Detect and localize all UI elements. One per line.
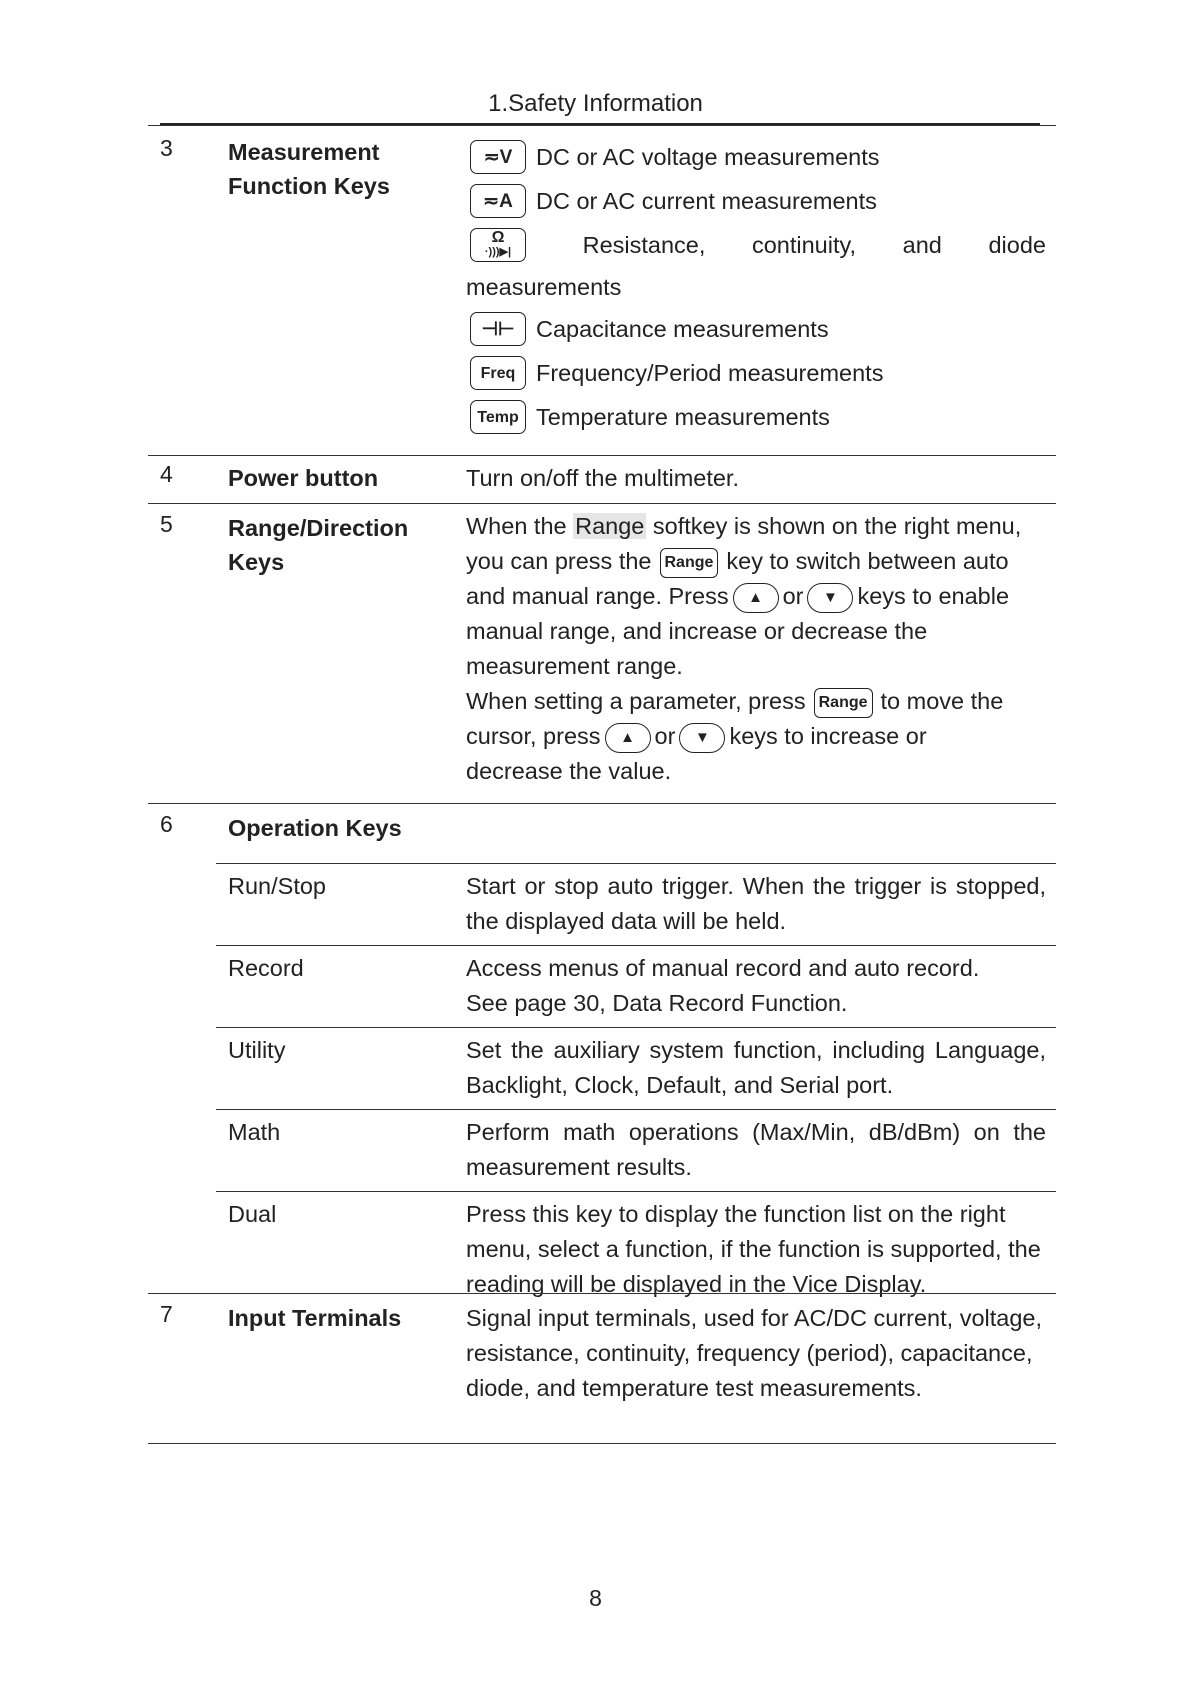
- key-item-current: [466, 179, 1046, 223]
- row-number: 3: [160, 135, 173, 161]
- table-bottom-rule: [148, 1443, 1056, 1444]
- desc-text: to move the: [880, 688, 1004, 714]
- key-description: Frequency/Period measurements: [536, 359, 884, 386]
- key-item-voltage: [466, 135, 1046, 179]
- operation-key-desc: Perform math operations (Max/Min, dB/dBm) on the measurement results.: [466, 1119, 1046, 1180]
- capacitance-key-icon: ⊣⊢: [470, 312, 526, 346]
- key-description: Capacitance measurements: [536, 315, 829, 342]
- desc-line: Access menus of manual record and auto record.: [466, 955, 980, 981]
- sub-divider: [216, 1027, 1056, 1028]
- desc-text: and manual range. Press: [466, 583, 729, 609]
- row-number: 5: [160, 511, 173, 537]
- row-description: Turn on/off the multimeter.: [466, 465, 739, 491]
- key-description: DC or AC voltage measurements: [536, 143, 880, 170]
- desc-line: [466, 579, 1046, 614]
- key-item-capacitance: [466, 307, 1046, 351]
- row-title-line: Keys: [228, 549, 285, 575]
- sub-divider: [216, 863, 1056, 864]
- down-arrow-key-icon: ▼: [807, 583, 853, 613]
- row-title: [228, 511, 408, 579]
- desc-text: or: [782, 583, 804, 609]
- row-range-direction-keys: [148, 503, 1056, 803]
- key-description-word: and: [902, 231, 942, 258]
- desc-text: key to switch between auto: [726, 548, 1009, 574]
- key-description: Temperature measurements: [536, 403, 830, 430]
- row-description: [466, 135, 1046, 439]
- key-description-word: diode: [988, 231, 1046, 258]
- row-description: [466, 509, 1046, 789]
- down-arrow-key-icon: ▼: [679, 723, 725, 753]
- key-description: DC or AC current measurements: [536, 187, 877, 214]
- operation-key-name: Run/Stop: [228, 873, 326, 899]
- desc-line: [466, 719, 1046, 754]
- up-arrow-key-icon: ▲: [733, 583, 779, 613]
- page-number: 8: [589, 1585, 602, 1611]
- desc-line: See page 30, Data Record Function.: [466, 990, 848, 1016]
- up-arrow-key-icon: ▲: [605, 723, 651, 753]
- desc-text: softkey is shown on the right menu,: [646, 513, 1022, 539]
- desc-line: manual range, and increase or decrease the: [466, 618, 928, 644]
- range-softkey-highlight: Range: [575, 513, 645, 539]
- desc-text: keys to increase or: [729, 723, 927, 749]
- operation-key-name: Utility: [228, 1037, 286, 1063]
- page-header-title: 1.Safety Information: [488, 90, 703, 117]
- sub-divider: [216, 945, 1056, 946]
- desc-text: cursor, press: [466, 723, 601, 749]
- desc-text: keys to enable: [857, 583, 1010, 609]
- desc-text: When the: [466, 513, 574, 539]
- operation-key-desc: Start or stop auto trigger. When the trigger is stopped, the displayed data will be held.: [466, 873, 1046, 934]
- row-operation-keys: [148, 803, 1056, 1297]
- sub-divider: [216, 1109, 1056, 1110]
- row-title: Power button: [228, 465, 379, 491]
- desc-line: [466, 544, 1046, 579]
- row-title-line: Measurement: [228, 139, 380, 165]
- row-title: Input Terminals: [228, 1305, 402, 1331]
- row-number: 7: [160, 1301, 173, 1327]
- row-input-terminals: [148, 1293, 1056, 1443]
- desc-line: [466, 509, 1046, 544]
- continuity-diode-icon: ·)))▶|: [484, 246, 512, 258]
- row-measurement-function-keys: [148, 125, 1056, 455]
- operation-key-desc: [466, 951, 1046, 1021]
- desc-text: you can press the: [466, 548, 652, 574]
- key-description-word: Resistance,: [582, 231, 706, 258]
- sub-divider: [216, 1191, 1056, 1192]
- row-description: Signal input terminals, used for AC/DC current, voltage, resistance, continuity, frequency (period), capacitance, diode, and temperature test measurements.: [466, 1305, 1043, 1401]
- voltage-key-icon: ≂V: [470, 140, 526, 174]
- desc-line: [466, 684, 1046, 719]
- row-title: Operation Keys: [228, 815, 402, 841]
- resistance-key-icon: [470, 228, 526, 262]
- operation-key-desc: Set the auxiliary system function, including Language, Backlight, Clock, Default, and Serial port.: [466, 1037, 1046, 1098]
- key-description-wrap: measurements: [466, 274, 622, 300]
- key-item-temperature: [466, 395, 1046, 439]
- desc-text: When setting a parameter, press: [466, 688, 806, 714]
- key-item-resistance: [466, 223, 1046, 267]
- row-number: 6: [160, 811, 173, 837]
- row-power-button: [148, 455, 1056, 503]
- freq-key-icon: Freq: [470, 356, 526, 390]
- row-title-line: Range/Direction: [228, 515, 409, 541]
- temp-key-icon: Temp: [470, 400, 526, 434]
- row-title-line: Function Keys: [228, 173, 390, 199]
- operation-key-name: Math: [228, 1119, 281, 1145]
- operation-key-desc: Press this key to display the function list on the right menu, select a function, if the function is supported, the reading will be displayed in the Vice Display.: [466, 1201, 1041, 1297]
- key-item-frequency: [466, 351, 1046, 395]
- range-key-icon: Range: [660, 548, 719, 578]
- desc-line: measurement range.: [466, 653, 683, 679]
- current-key-icon: ≂A: [470, 184, 526, 218]
- row-number: 4: [160, 461, 173, 487]
- key-description-word: continuity,: [751, 231, 857, 258]
- row-title: [228, 135, 390, 203]
- operation-key-name: Dual: [228, 1201, 277, 1227]
- operation-key-name: Record: [228, 955, 304, 981]
- ohm-icon: Ω: [491, 229, 505, 246]
- desc-line: decrease the value.: [466, 758, 672, 784]
- range-key-icon: Range: [814, 688, 873, 718]
- desc-text: or: [654, 723, 676, 749]
